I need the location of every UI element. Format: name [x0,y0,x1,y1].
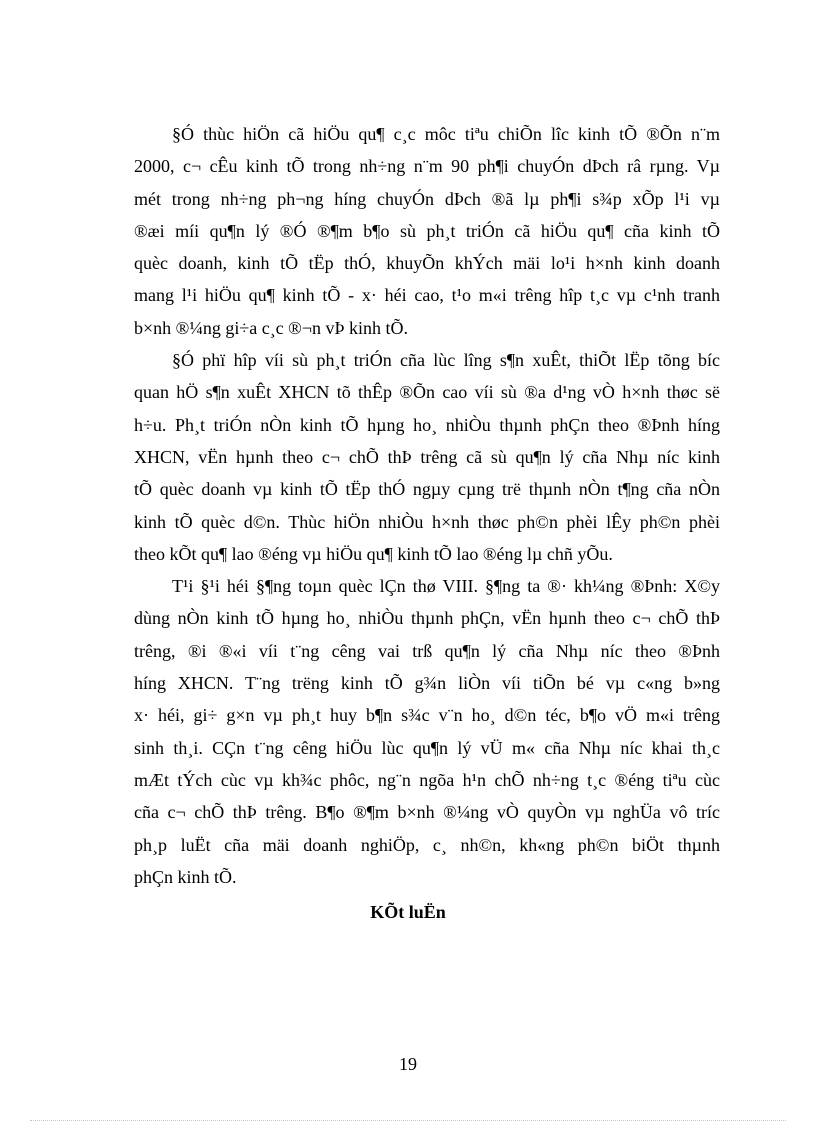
paragraph-2-line-6: kinh tÕ quèc d©n. Thùc hiÖn nhiÒu h×nh thøc ph©n phèi lÊy ph©n phèi [134,511,720,532]
paragraph-3-line-9: ph¸p luËt cña mäi doanh nghiÖp, c¸ nh©n, kh«ng ph©n biÖt thµnh [134,834,720,855]
paragraph-1-line-5: quèc doanh, kinh tÕ tËp thÓ, khuyÕn khÝch mäi lo¹i h×nh kinh doanh [134,253,720,274]
paragraph-3-line-5: x· héi, gi÷ g×n vµ ph¸t huy b¶n s¾c v¨n ho¸ d©n téc, b¶o vÖ m«i trêng [134,705,720,726]
paragraph-2-line-7: theo kÕt qu¶ lao ®éng vµ hiÖu qu¶ kinh tÕ lao ®éng lµ chñ yÕu. [134,543,613,564]
paragraph-2-line-4: XHCN, vËn hµnh theo c¬ chÕ thÞ trêng cã sù qu¶n lý cña Nhµ níc kinh [134,446,720,467]
paragraph-2-line-2: quan hÖ s¶n xuÊt XHCN tõ thÊp ®Õn cao víi sù ®a d¹ng vÒ h×nh thøc së [134,382,720,403]
paragraph-1-line-7: b×nh ®¼ng gi÷a c¸c ®¬n vÞ kinh tÕ. [134,317,409,338]
paragraph-3-line-1: T¹i §¹i héi §¶ng toµn quèc lÇn thø VIII. §¶ng ta ®· kh¼ng ®Þnh: X©y [172,576,720,597]
paragraph-3-line-4: híng XHCN. T¨ng trëng kinh tÕ g¾n liÒn víi tiÕn bé vµ c«ng b»ng [134,673,720,694]
paragraph-3-line-3: trêng, ®i ®«i víi t¨ng cêng vai trß qu¶n lý cña Nhµ níc theo ®Þnh [134,640,720,661]
paragraph-3-line-7: mÆt tÝch cùc vµ kh¾c phôc, ng¨n ngõa h¹n chÕ nh÷ng t¸c ®éng tiªu cùc [134,769,720,790]
paragraph-1-line-2: 2000, c¬ cÊu kinh tÕ trong nh÷ng n¨m 90 ph¶i chuyÓn dÞch râ rµng. Vµ [134,156,720,177]
paragraph-3-line-10: phÇn kinh tÕ. [134,866,237,887]
page-number: 19 [399,1054,417,1074]
paragraph-2-line-1: §Ó phï hîp víi sù ph¸t triÓn cña lùc lîng s¶n xuÊt, thiÕt lËp tõng bíc [172,350,720,371]
page-bottom-divider [30,1120,786,1121]
paragraph-3-line-6: sinh th¸i. CÇn t¨ng cêng hiÖu lùc qu¶n lý vÜ m« cña Nhµ níc khai th¸c [134,737,720,758]
paragraph-1-line-4: ®æi míi qu¶n lý ®Ó ®¶m b¶o sù ph¸t triÓn cã hiÖu qu¶ cña kinh tÕ [134,220,720,241]
paragraph-2-line-3: h÷u. Ph¸t triÓn nÒn kinh tÕ hµng ho¸ nhiÒu thµnh phÇn theo ®Þnh híng [134,414,720,435]
paragraph-3-line-2: dùng nÒn kinh tÕ hµng ho¸ nhiÒu thµnh phÇn, vËn hµnh theo c¬ chÕ thÞ [134,608,720,629]
body-text [134,118,720,893]
paragraph-2-line-5: tÕ quèc doanh vµ kinh tÕ tËp thÓ ngµy cµng trë thµnh nÒn t¶ng cña nÒn [134,479,720,500]
paragraph-1-line-1: §Ó thùc hiÖn cã hiÖu qu¶ c¸c môc tiªu chiÕn lîc kinh tÕ ®Õn n¨m [172,124,720,144]
section-heading: KÕt luËn [370,902,446,922]
paragraph-3-line-8: cña c¬ chÕ thÞ trêng. B¶o ®¶m b×nh ®¼ng vÒ quyÒn vµ nghÜa vô tríc [134,802,720,823]
paragraph-1-line-6: mang l¹i hiÖu qu¶ kinh tÕ - x· héi cao, t¹o m«i trêng hîp t¸c vµ c¹nh tranh [134,285,720,306]
paragraph-1-line-3: mét trong nh÷ng ph¬ng híng chuyÓn dÞch ®ã lµ ph¶i s¾p xÕp l¹i vµ [134,188,720,209]
